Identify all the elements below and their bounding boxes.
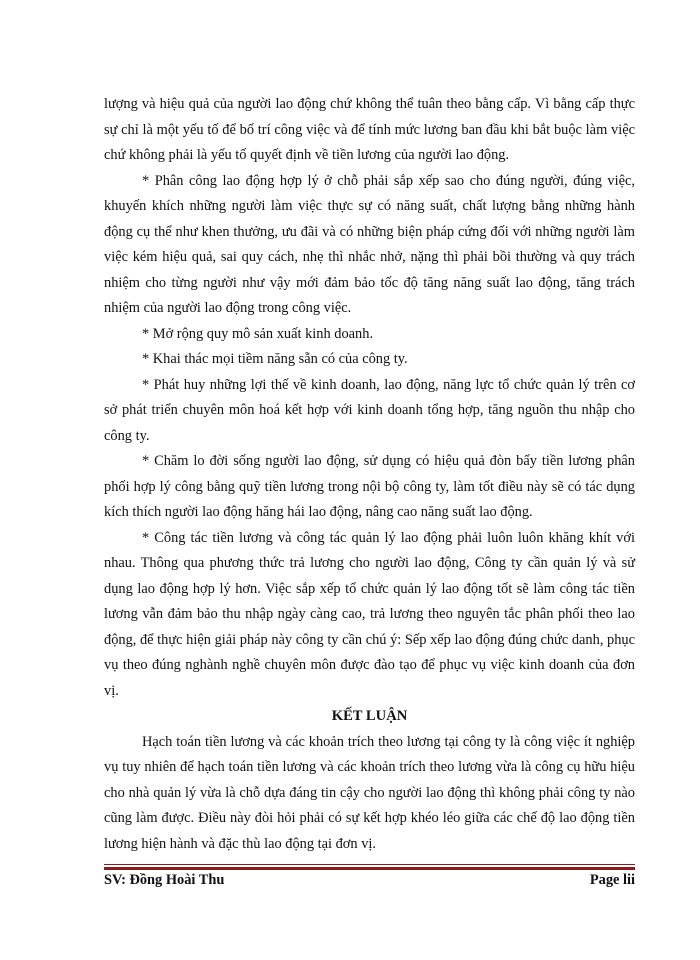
paragraph-expand-scale: * Mở rộng quy mô sản xuất kinh doanh. [142, 325, 374, 342]
paragraph-exploit-potential: * Khai thác mọi tiềm năng sẵn có của công ty. [142, 351, 408, 367]
footer-rule-thin [104, 864, 635, 865]
conclusion-heading: KẾT LUẬN [331, 708, 408, 724]
footer-page-number: Page lii [589, 872, 635, 888]
footer-rule-thick [104, 867, 635, 870]
paragraph-labor-division: * Phân công lao động hợp lý ở chỗ phải sắp xếp sao cho đúng người, đúng việc, khuyến khích những người làm việc thực sự có năng suất, chất lượng bằng những hành động cụ thể như khen thưởng, ưu đãi và có những biện pháp cứng đối với những người làm việc kém hiệu quả, sai quy cách, nhẹ thì nhắc nhở, nặng thì phải bồi thường và quy trách nhiệm cho từng người như vậy mới đảm bảo tốc độ tăng năng suất lao động, tăng trách nhiệm của người lao động trong công việc. [104, 172, 635, 316]
paragraph-worker-welfare: * Chăm lo đời sống người lao động, sử dụng có hiệu quả đòn bẩy tiền lương phân phối hợp lý công bằng quỹ tiền lương trong nội bộ công ty, làm tốt điều này sẽ có tác dụng kích thích người lao động hăng hái lao động, nâng cao năng suất lao động. [104, 453, 635, 520]
footer-author: SV: Đồng Hoài Thu [104, 872, 225, 888]
paragraph-continuation: lượng và hiệu quả của người lao động chứ không thể tuân theo bằng cấp. Vì bằng cấp thực sự chỉ là một yếu tố để bố trí công việc và để tính mức lương ban đầu khi bắt buộc làm việc chứ không phải là yếu tố quyết định về tiền lương của người lao động. [104, 96, 635, 163]
page-body [104, 92, 635, 857]
page-footer [104, 872, 635, 889]
conclusion-paragraph: Hạch toán tiền lương và các khoản trích theo lương tại công ty là công việc ít nghiệp vụ tuy nhiên để hạch toán tiền lương và các khoản trích theo lương vừa là công cụ hữu hiệu cho nhà quản lý vừa là chỗ dựa đáng tin cậy cho người lao động thì không phải công ty nào cũng làm được. Điều này đòi hỏi phải có sự kết hợp khéo léo giữa các chế độ lao động tiền lương hiện hành và đặc thù lao động tại đơn vị. [104, 733, 635, 852]
paragraph-promote-advantages: * Phát huy những lợi thế về kinh doanh, lao động, năng lực tổ chức quản lý trên cơ sở phát triển chuyên môn hoá kết hợp với kinh doanh tổng hợp, tăng nguồn thu nhập cho công ty. [104, 376, 635, 444]
paragraph-salary-management: * Công tác tiền lương và công tác quản lý lao động phải luôn luôn khăng khít với nhau. Thông qua phương thức trả lương cho người lao động, Công ty cần quản lý và sử dụng lao động hợp lý hơn. Việc sắp xếp tổ chức quản lý lao động tốt sẽ làm công tác tiền lương vẫn đảm bảo thu nhập ngày càng cao, trả lương theo nguyên tắc phân phối theo lao động, để thực hiện giải pháp này công ty cần chú ý: Sếp xếp lao động đúng chức danh, phục vụ theo đúng nghành nghề chuyên môn được đào tạo để phục vụ việc kinh doanh của đơn vị. [104, 529, 635, 699]
